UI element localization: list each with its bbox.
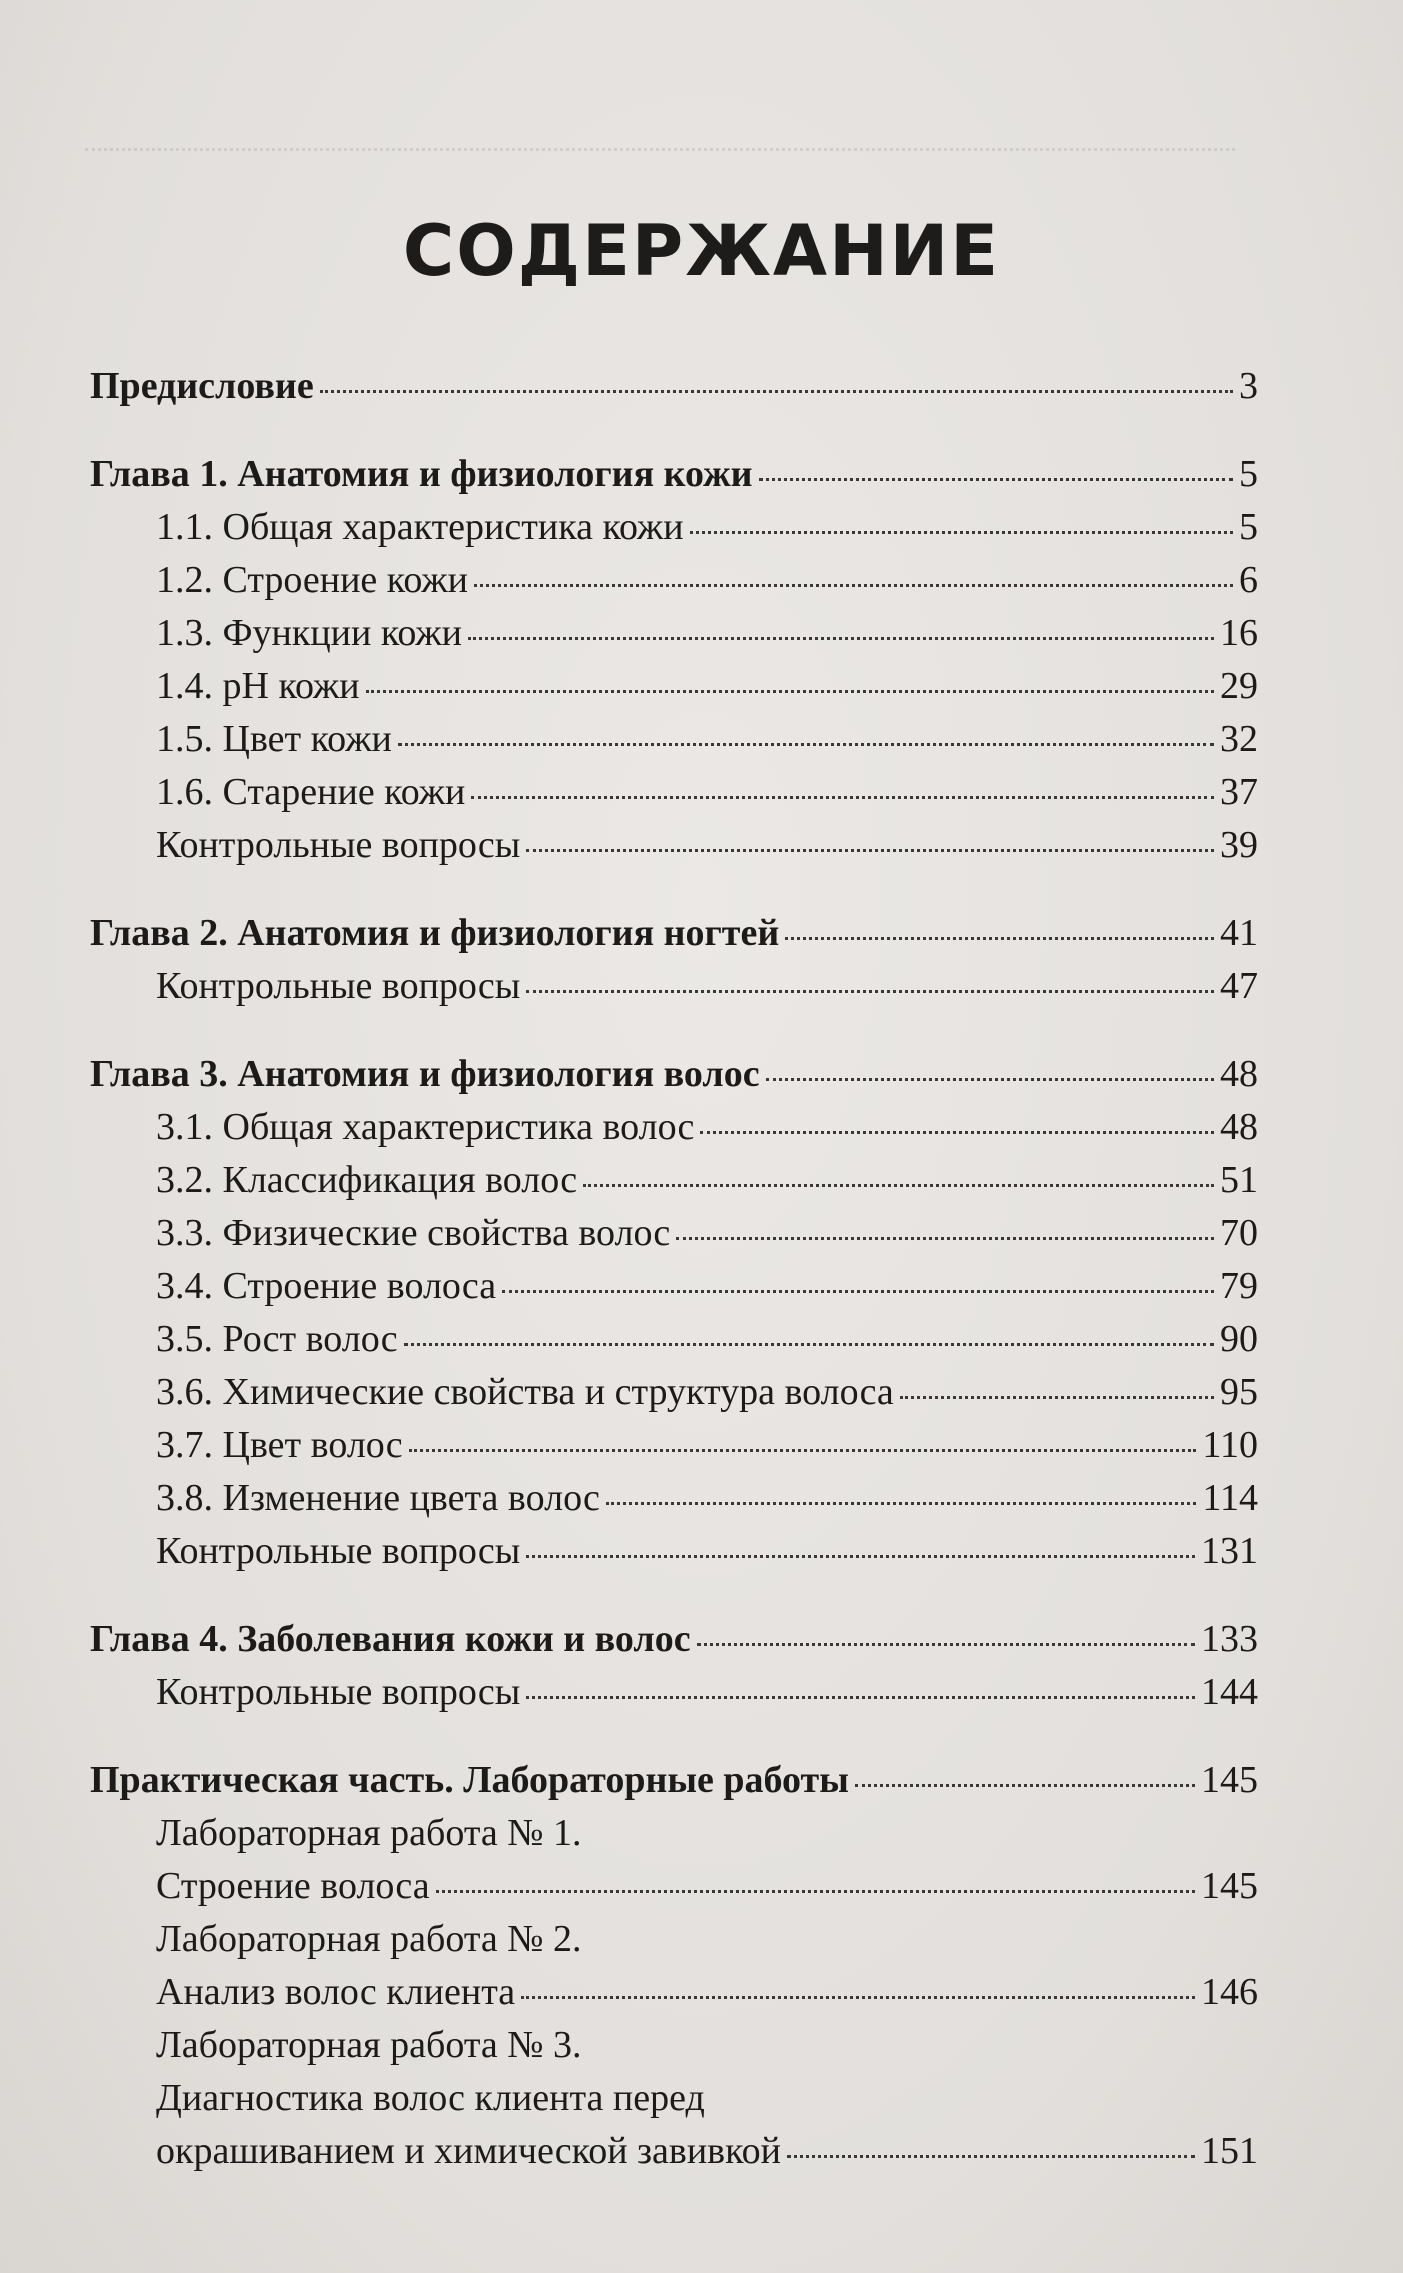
- page-title: СОДЕРЖАНИЕ: [402, 210, 1001, 292]
- toc-entry: 3.4. Строение волоса 79: [156, 1265, 1258, 1307]
- leader-dots: [697, 1643, 1195, 1646]
- toc-entry: 1.6. Старение кожи 37: [156, 771, 1258, 813]
- toc-entry: Анализ волос клиента 146: [156, 1971, 1258, 2013]
- leader-dots: [471, 796, 1214, 799]
- toc-entry-chapter-2: Глава 2. Анатомия и физиология ногтей 41: [90, 912, 1258, 954]
- leader-dots: [474, 584, 1233, 587]
- toc-entry-line: Лабораторная работа № 1.: [156, 1812, 582, 1854]
- toc-entry-line: Лабораторная работа № 2.: [156, 1918, 582, 1960]
- leader-dots: [526, 849, 1214, 852]
- leader-dots: [855, 1784, 1195, 1787]
- leader-dots: [436, 1890, 1195, 1893]
- show-through-line: [85, 148, 1235, 159]
- toc-entry: 3.5. Рост волос 90: [156, 1318, 1258, 1360]
- leader-dots: [690, 531, 1233, 534]
- leader-dots: [409, 1449, 1197, 1452]
- toc-entry: 3.1. Общая характеристика волос 48: [156, 1106, 1258, 1148]
- leader-dots: [526, 1696, 1195, 1699]
- leader-dots: [583, 1184, 1214, 1187]
- toc-entry: окрашиванием и химической завивкой 151: [156, 2130, 1258, 2172]
- toc-entry: Контрольные вопросы 144: [156, 1671, 1258, 1713]
- leader-dots: [900, 1396, 1214, 1399]
- leader-dots: [366, 690, 1214, 693]
- leader-dots: [766, 1078, 1214, 1081]
- leader-dots: [759, 478, 1233, 481]
- leader-dots: [521, 1996, 1195, 1999]
- leader-dots: [320, 390, 1233, 393]
- toc-entry: Контрольные вопросы 39: [156, 824, 1258, 866]
- toc-entry-preface: Предисловие 3: [90, 365, 1258, 407]
- toc-entry-line: Лабораторная работа № 3.: [156, 2024, 582, 2066]
- toc-entry: 3.3. Физические свойства волос 70: [156, 1212, 1258, 1254]
- toc-entry: Строение волоса 145: [156, 1865, 1258, 1907]
- toc-entry: 1.5. Цвет кожи 32: [156, 718, 1258, 760]
- leader-dots: [502, 1290, 1214, 1293]
- leader-dots: [526, 990, 1214, 993]
- toc-entry: 3.7. Цвет волос 110: [156, 1424, 1258, 1466]
- leader-dots: [404, 1343, 1214, 1346]
- toc-entry: 3.6. Химические свойства и структура волоса 95: [156, 1371, 1258, 1413]
- toc-entry: 1.4. pH кожи 29: [156, 665, 1258, 707]
- toc-entry: Контрольные вопросы 47: [156, 965, 1258, 1007]
- toc-entry: 1.3. Функции кожи 16: [156, 612, 1258, 654]
- toc-entry-practical-part: Практическая часть. Лабораторные работы 145: [90, 1759, 1258, 1801]
- leader-dots: [606, 1502, 1197, 1505]
- leader-dots: [700, 1131, 1214, 1134]
- leader-dots: [468, 637, 1214, 640]
- toc-entry-chapter-1: Глава 1. Анатомия и физиология кожи 5: [90, 453, 1258, 495]
- toc-entry-chapter-3: Глава 3. Анатомия и физиология волос 48: [90, 1053, 1258, 1095]
- toc-entry-chapter-4: Глава 4. Заболевания кожи и волос 133: [90, 1618, 1258, 1660]
- leader-dots: [787, 2155, 1195, 2158]
- toc-entry: Контрольные вопросы 131: [156, 1530, 1258, 1572]
- toc-entry: 3.8. Изменение цвета волос 114: [156, 1477, 1258, 1519]
- leader-dots: [676, 1237, 1214, 1240]
- toc-entry: 1.2. Строение кожи 6: [156, 559, 1258, 601]
- leader-dots: [398, 743, 1214, 746]
- leader-dots: [526, 1555, 1195, 1558]
- toc-entry: 3.2. Классификация волос 51: [156, 1159, 1258, 1201]
- toc-entry: 1.1. Общая характеристика кожи 5: [156, 506, 1258, 548]
- leader-dots: [785, 937, 1214, 940]
- toc-entry-line: Диагностика волос клиента перед: [156, 2077, 705, 2119]
